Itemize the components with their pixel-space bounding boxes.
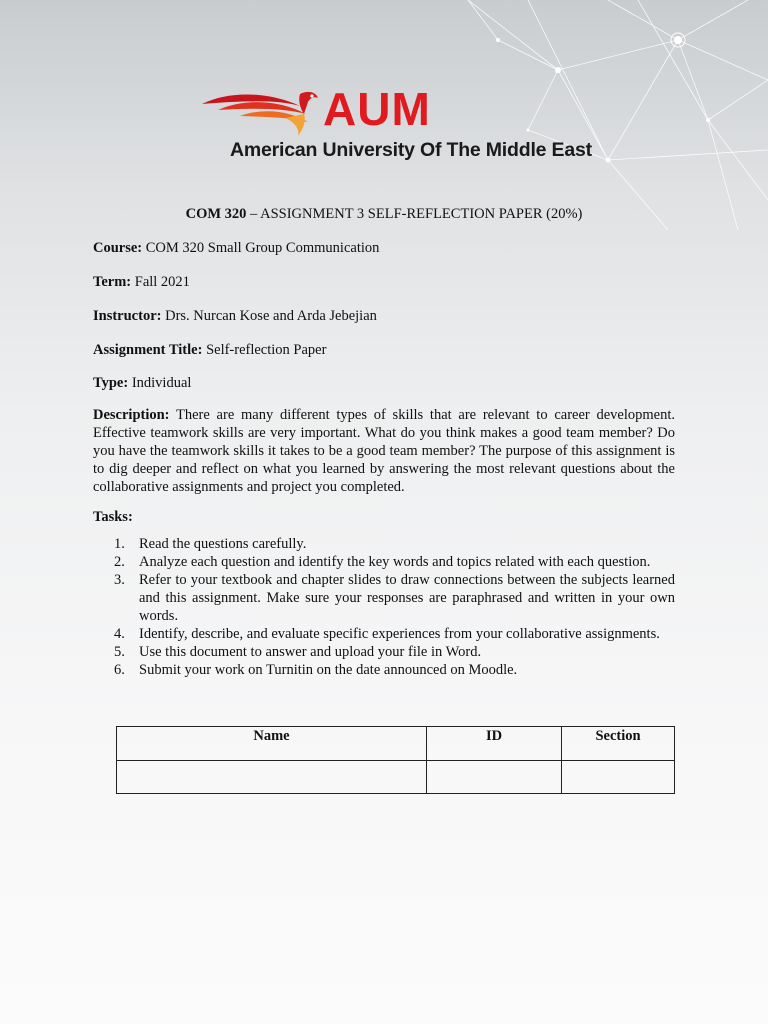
- field-type: [93, 374, 191, 392]
- field-label: Assignment Title:: [93, 342, 203, 358]
- list-item-number: 1.: [114, 536, 125, 552]
- field-label: Type:: [93, 375, 129, 391]
- list-item-number: 5.: [114, 644, 125, 660]
- document-title: [93, 205, 675, 223]
- document-title-rest: – ASSIGNMENT 3 SELF-REFLECTION PAPER (20%): [246, 206, 583, 222]
- description-text: There are many different types of skills that are relevant to career development. Effective teamwork skills are very important. What do you think makes a good team member? Do you have the teamwork skills it takes to be a good team member? The purpose of this assignment is to dig deeper and reflect on what you learned by answering the most relevant questions about the collaborative assignments and project you completed.: [93, 407, 675, 495]
- list-item-text: Read the questions carefully.: [139, 536, 307, 552]
- table-row: [117, 761, 675, 794]
- field-label: Term:: [93, 274, 132, 290]
- list-item-number: 3.: [114, 572, 125, 588]
- field-term: [93, 273, 190, 291]
- section-cell[interactable]: [562, 761, 675, 794]
- table-header-row: [117, 727, 675, 761]
- name-cell[interactable]: [117, 761, 427, 794]
- field-value: Individual: [128, 375, 192, 391]
- table-header-name: Name: [117, 727, 427, 761]
- field-value: Self-reflection Paper: [202, 342, 327, 358]
- field-value: Drs. Nurcan Kose and Arda Jebejian: [161, 308, 377, 324]
- logo-subtitle: American University Of The Middle East: [230, 139, 592, 161]
- field-course: [93, 239, 379, 257]
- list-item-text: Analyze each question and identify the key words and topics related with each question.: [139, 554, 651, 570]
- description-label: Description:: [93, 407, 170, 423]
- description-paragraph: [93, 406, 675, 496]
- list-item-number: 6.: [114, 662, 125, 678]
- field-instructor: [93, 307, 377, 325]
- list-item-number: 4.: [114, 626, 125, 642]
- field-label: Course:: [93, 240, 143, 256]
- list-item: [93, 625, 675, 643]
- list-item: [93, 643, 675, 661]
- list-item-text: Use this document to answer and upload your file in Word.: [139, 644, 482, 660]
- logo-title: AUM: [323, 83, 431, 135]
- list-item: [93, 553, 675, 571]
- field-assignment-title: [93, 341, 326, 359]
- tasks-heading: Tasks:: [93, 509, 133, 525]
- student-info-table: [116, 726, 675, 794]
- field-value: Fall 2021: [131, 274, 190, 290]
- document-title-course-code: COM 320: [185, 206, 247, 222]
- list-item: [93, 535, 675, 553]
- list-item-text: Identify, describe, and evaluate specific experiences from your collaborative assignments.: [139, 626, 660, 642]
- list-item: [93, 661, 675, 679]
- id-cell[interactable]: [427, 761, 562, 794]
- field-value: COM 320 Small Group Communication: [142, 240, 380, 256]
- list-item-number: 2.: [114, 554, 125, 570]
- phoenix-logo-icon: [200, 88, 325, 138]
- list-item: [93, 571, 675, 625]
- list-item-text: Submit your work on Turnitin on the date announced on Moodle.: [139, 662, 518, 678]
- table-header-id: ID: [427, 727, 562, 761]
- field-label: Instructor:: [93, 308, 162, 324]
- list-item-text: Refer to your textbook and chapter slides to draw connections between the subjects learned and this assignment. Make sure your responses are paraphrased and written in your own words.: [139, 572, 675, 624]
- university-logo: [200, 83, 592, 166]
- task-list: [93, 535, 675, 679]
- table-header-section: Section: [562, 727, 675, 761]
